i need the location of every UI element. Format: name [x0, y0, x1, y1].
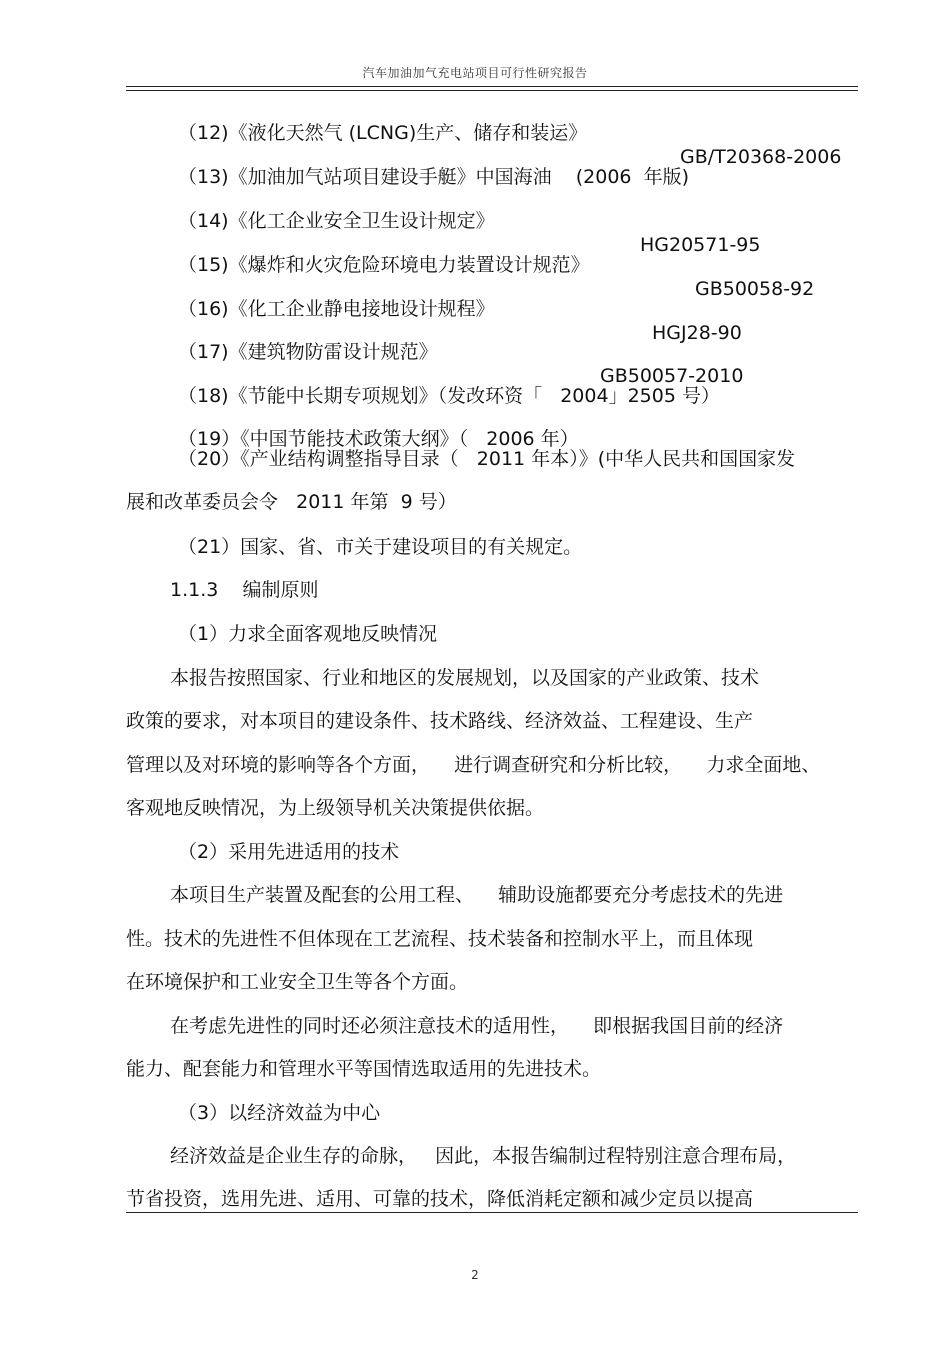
reference-title: （13)《加油加气站项目建设手艇》中国海油 (2006 年版) — [178, 166, 690, 188]
body-line: 展和改革委员会令 2011 年第 9 号） — [126, 491, 457, 513]
page-number: 2 — [471, 1268, 479, 1282]
subsection-heading: （1）力求全面客观地反映情况 — [178, 623, 438, 645]
subsection-heading: （3）以经济效益为中心 — [178, 1102, 381, 1124]
body-line: （20）《产业结构调整指导目录（ 2011 年本）》(中华人民共和国国家发 — [178, 448, 796, 470]
subsection-heading: （2）采用先进适用的技术 — [178, 841, 400, 863]
page-header: 汽车加油加气充电站项目可行性研究报告 — [362, 66, 588, 80]
body-line: 在环境保护和工业安全卫生等各个方面。 — [126, 971, 469, 993]
body-line: 本项目生产装置及配套的公用工程、 辅助设施都要充分考虑技术的先进 — [170, 884, 784, 906]
reference-title: （18)《节能中长期专项规划》（发改环资「 2004」2505 号） — [178, 385, 720, 407]
body-line: 政策的要求，对本项目的建设条件、技术路线、经济效益、工程建设、生产 — [126, 710, 754, 732]
body-line: （21）国家、省、市关于建设项目的有关规定。 — [178, 536, 583, 558]
reference-title: （14)《化工企业安全卫生设计规定》 — [178, 210, 495, 232]
body-line: 节省投资，选用先进、适用、可靠的技术，降低消耗定额和减少定员以提高 — [126, 1188, 754, 1210]
body-line: 能力、配套能力和管理水平等国情选取适用的先进技术。 — [126, 1058, 602, 1080]
body-line: 本报告按照国家、行业和地区的发展规划，以及国家的产业政策、技术 — [170, 667, 760, 689]
reference-title: （12)《液化天然气 (LCNG)生产、储存和装运》 — [178, 122, 588, 144]
body-line: 客观地反映情况，为上级领导机关决策提供依据。 — [126, 797, 545, 819]
header-rule-top — [126, 86, 858, 87]
body-line: 经济效益是企业生存的命脉， 因此，本报告编制过程特别注意合理布局， — [170, 1145, 797, 1167]
reference-code: HGJ28-90 — [652, 322, 742, 344]
header-rule-bottom — [126, 90, 858, 91]
reference-title: （19）《中国节能技术政策大纲》（ 2006 年） — [178, 428, 579, 450]
body-line: 性。技术的先进性不但体现在工艺流程、技术装备和控制水平上，而且体现 — [126, 928, 754, 950]
body-line: 管理以及对环境的影响等各个方面， 进行调查研究和分析比较， 力求全面地、 — [126, 754, 821, 776]
body-line: 在考虑先进性的同时还必须注意技术的适用性， 即根据我国目前的经济 — [170, 1015, 784, 1037]
reference-title: （17)《建筑物防雷设计规范》 — [178, 341, 438, 363]
reference-code: HG20571-95 — [640, 234, 761, 256]
reference-code: GB50057-2010 — [600, 365, 744, 387]
section-heading: 1.1.3 编制原则 — [170, 579, 319, 601]
footer-rule — [126, 1212, 858, 1213]
reference-code: GB50058-92 — [695, 278, 815, 300]
reference-title: （16)《化工企业静电接地设计规程》 — [178, 298, 495, 320]
reference-title: （15)《爆炸和火灾危险环境电力装置设计规范》 — [178, 254, 590, 276]
reference-code: GB/T20368-2006 — [680, 146, 842, 168]
